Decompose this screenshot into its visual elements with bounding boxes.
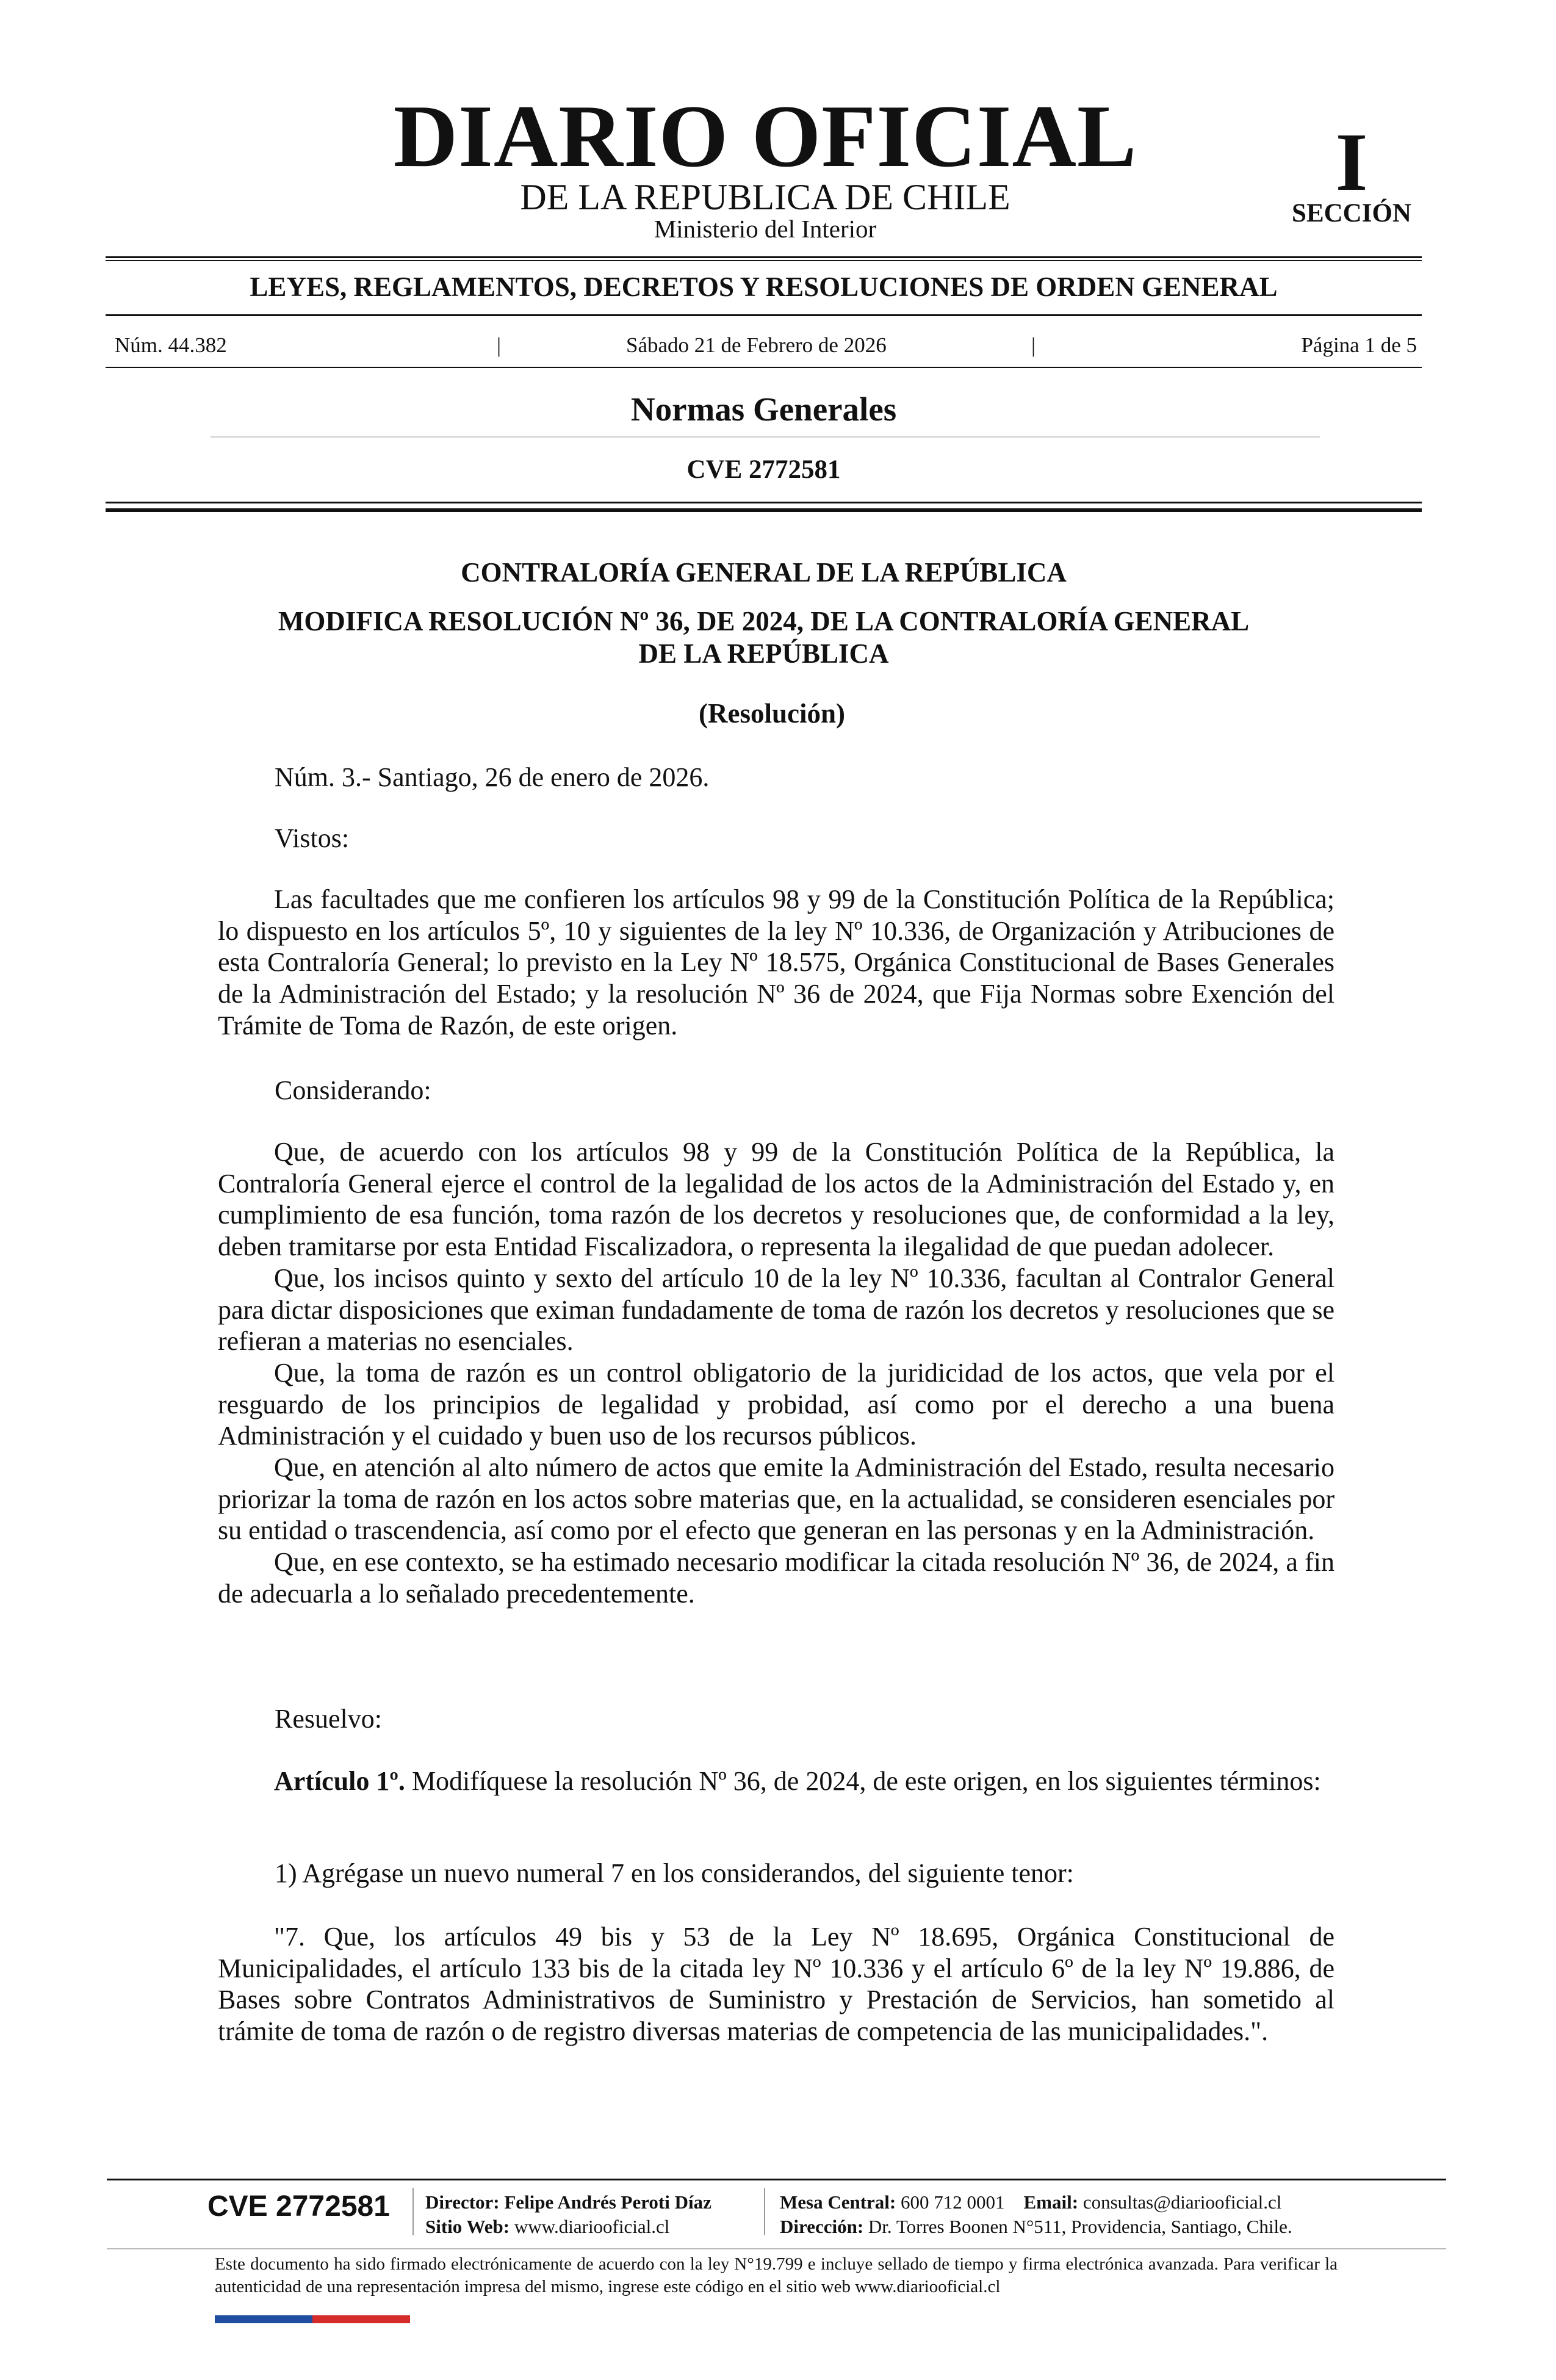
issue-date: Sábado 21 de Febrero de 2026 <box>626 333 887 357</box>
footer-rule-2 <box>107 2248 1446 2249</box>
site-link[interactable]: www.diariooficial.cl <box>514 2216 670 2237</box>
document-title-line-1: MODIFICA RESOLUCIÓN Nº 36, DE 2024, DE LA CONTRALORÍA GENERAL <box>278 606 1250 636</box>
footer-cve: CVE 2772581 <box>207 2190 390 2223</box>
newspaper-title: DIARIO OFICIAL <box>393 87 1137 186</box>
category-rule <box>106 314 1422 316</box>
footer-director <box>425 2190 711 2239</box>
vistos-paragraph <box>218 884 1334 1042</box>
footer-separator-1 <box>412 2188 414 2235</box>
resolution-number-line: Núm. 3.- Santiago, 26 de enero de 2026. <box>275 762 710 792</box>
issue-separator-2: | <box>1031 333 1036 357</box>
quoted-numeral-7: "7. Que, los artículos 49 bis y 53 de la Ley Nº 18.695, Orgánica Constitucional de Municipalidades, el artículo 133 bis de la citada ley Nº 10.336 y el artículo 6º de la ley Nº 19.886, de Bases sobre Contratos Administrativos de Suministro y Prestación de Servicios, han sometido al trámite de toma de razón o de registro diversas materias de competencia de las municipalidades.". <box>218 1922 1334 2047</box>
director-label: Director: <box>425 2191 500 2213</box>
phone-value: 600 712 0001 <box>901 2191 1005 2213</box>
section-heading: Normas Generales <box>630 391 897 428</box>
phone-label: Mesa Central: <box>780 2191 896 2213</box>
footer-legal-notice: Este documento ha sido firmado electrónicamente de acuerdo con la ley N°19.799 e incluye sellado de tiempo y firma electrónica avanzada. Para verificar la autenticidad de una representación impresa del mismo, ingrese este código en el sitio web www.diariooficial.cl <box>215 2254 1338 2296</box>
considerando-paragraph: Que, los incisos quinto y sexto del artículo 10 de la ley Nº 10.336, facultan al Contralor General para dictar disposiciones que eximan fundadamente de toma de razón los decretos y resoluciones que se refieran a materias no esenciales. <box>218 1263 1334 1357</box>
category-heading: LEYES, REGLAMENTOS, DECRETOS Y RESOLUCIONES DE ORDEN GENERAL <box>250 272 1278 302</box>
email-label: Email: <box>1023 2191 1079 2213</box>
item-1: 1) Agrégase un nuevo numeral 7 en los considerandos, del siguiente tenor: <box>275 1858 1074 1888</box>
document-title-line-2: DE LA REPÚBLICA <box>638 638 889 669</box>
considerando-paragraph: Que, la toma de razón es un control obligatorio de la juridicidad de los actos, que vela por el resguardo de los principios de legalidad y probidad, así como por el derecho a una buena Administración y el cuidado y buen uso de los recursos públicos. <box>218 1357 1334 1451</box>
cve-rule-2 <box>106 508 1422 512</box>
issue-rule <box>106 367 1422 368</box>
quote-block <box>218 1921 1334 2047</box>
article-1 <box>218 1765 1334 1797</box>
section-label: SECCIÓN <box>1292 199 1411 228</box>
resuelvo-label: Resuelvo: <box>275 1704 382 1734</box>
section-heading-rule <box>211 436 1320 438</box>
address-label: Dirección: <box>780 2216 864 2237</box>
cve-code: CVE 2772581 <box>686 455 841 484</box>
newspaper-subtitle: DE LA REPUBLICA DE CHILE <box>520 177 1010 217</box>
header-rule-top <box>106 256 1422 258</box>
section-number: I <box>1335 117 1368 208</box>
footer-contact <box>780 2190 1292 2239</box>
considerando-paragraph: Que, en ese contexto, se ha estimado necesario modificar la citada resolución Nº 36, de 2024, a fin de adecuarla a lo señalado precedentemente. <box>218 1547 1334 1609</box>
issue-separator-1: | <box>497 333 502 357</box>
vistos-label: Vistos: <box>275 823 350 853</box>
considerando-paragraph: Que, en atención al alto número de actos que emite la Administración del Estado, resulta necesario priorizar la toma de razón en los actos sobre materias que, en la actualidad, se consideren esenciales por su entidad o trascendencia, así como por el efecto que generan en las personas y en la Administración. <box>218 1452 1334 1546</box>
email-link[interactable]: consultas@diariooficial.cl <box>1082 2191 1282 2213</box>
footer-rule <box>107 2179 1446 2180</box>
article-1-text: Modifíquese la resolución Nº 36, de 2024, de este origen, en los siguientes términos: <box>405 1766 1321 1796</box>
vistos-text: Las facultades que me confieren los artículos 98 y 99 de la Constitución Política de la República; lo dispuesto en los artículos 5º, 10 y siguientes de la ley Nº 10.336, de Organización y Atribuciones de esta Contraloría General; lo previsto en la Ley Nº 18.575, Orgánica Constitucional de Bases Generales de la Administración del Estado; y la resolución Nº 36 de 2024, que Fija Normas sobre Exención del Trámite de Toma de Razón, de este origen. <box>218 884 1334 1040</box>
address-value: Dr. Torres Boonen N°511, Providencia, Santiago, Chile. <box>868 2216 1292 2237</box>
considerandos-block <box>218 1136 1334 1610</box>
page-indicator: Página 1 de 5 <box>1301 333 1417 357</box>
header-rule-top-thin <box>106 260 1422 261</box>
flag-stripe-blue <box>215 2315 312 2323</box>
issuing-authority: CONTRALORÍA GENERAL DE LA REPÚBLICA <box>461 557 1067 588</box>
director-name: Felipe Andrés Peroti Díaz <box>504 2191 711 2213</box>
site-label: Sitio Web: <box>425 2216 510 2237</box>
considerando-label: Considerando: <box>275 1075 431 1105</box>
cve-rule-1 <box>106 502 1422 503</box>
article-1-label: Artículo 1º. <box>274 1766 405 1796</box>
ministry-label: Ministerio del Interior <box>654 215 877 243</box>
considerando-paragraph: Que, de acuerdo con los artículos 98 y 99 de la Constitución Política de la República, la Contraloría General ejerce el control de la legalidad de los actos de la Administración del Estado y, en cumplimiento de esa función, toma razón de los decretos y resoluciones que, de conformidad a la ley, deben tramitarse por esta Entidad Fiscalizadora, o representa la ilegalidad de que puedan adolecer. <box>218 1137 1334 1262</box>
flag-stripe-red <box>312 2315 410 2323</box>
issue-number: Núm. 44.382 <box>115 333 227 357</box>
footer-separator-2 <box>764 2188 765 2235</box>
document-type: (Resolución) <box>699 698 845 729</box>
